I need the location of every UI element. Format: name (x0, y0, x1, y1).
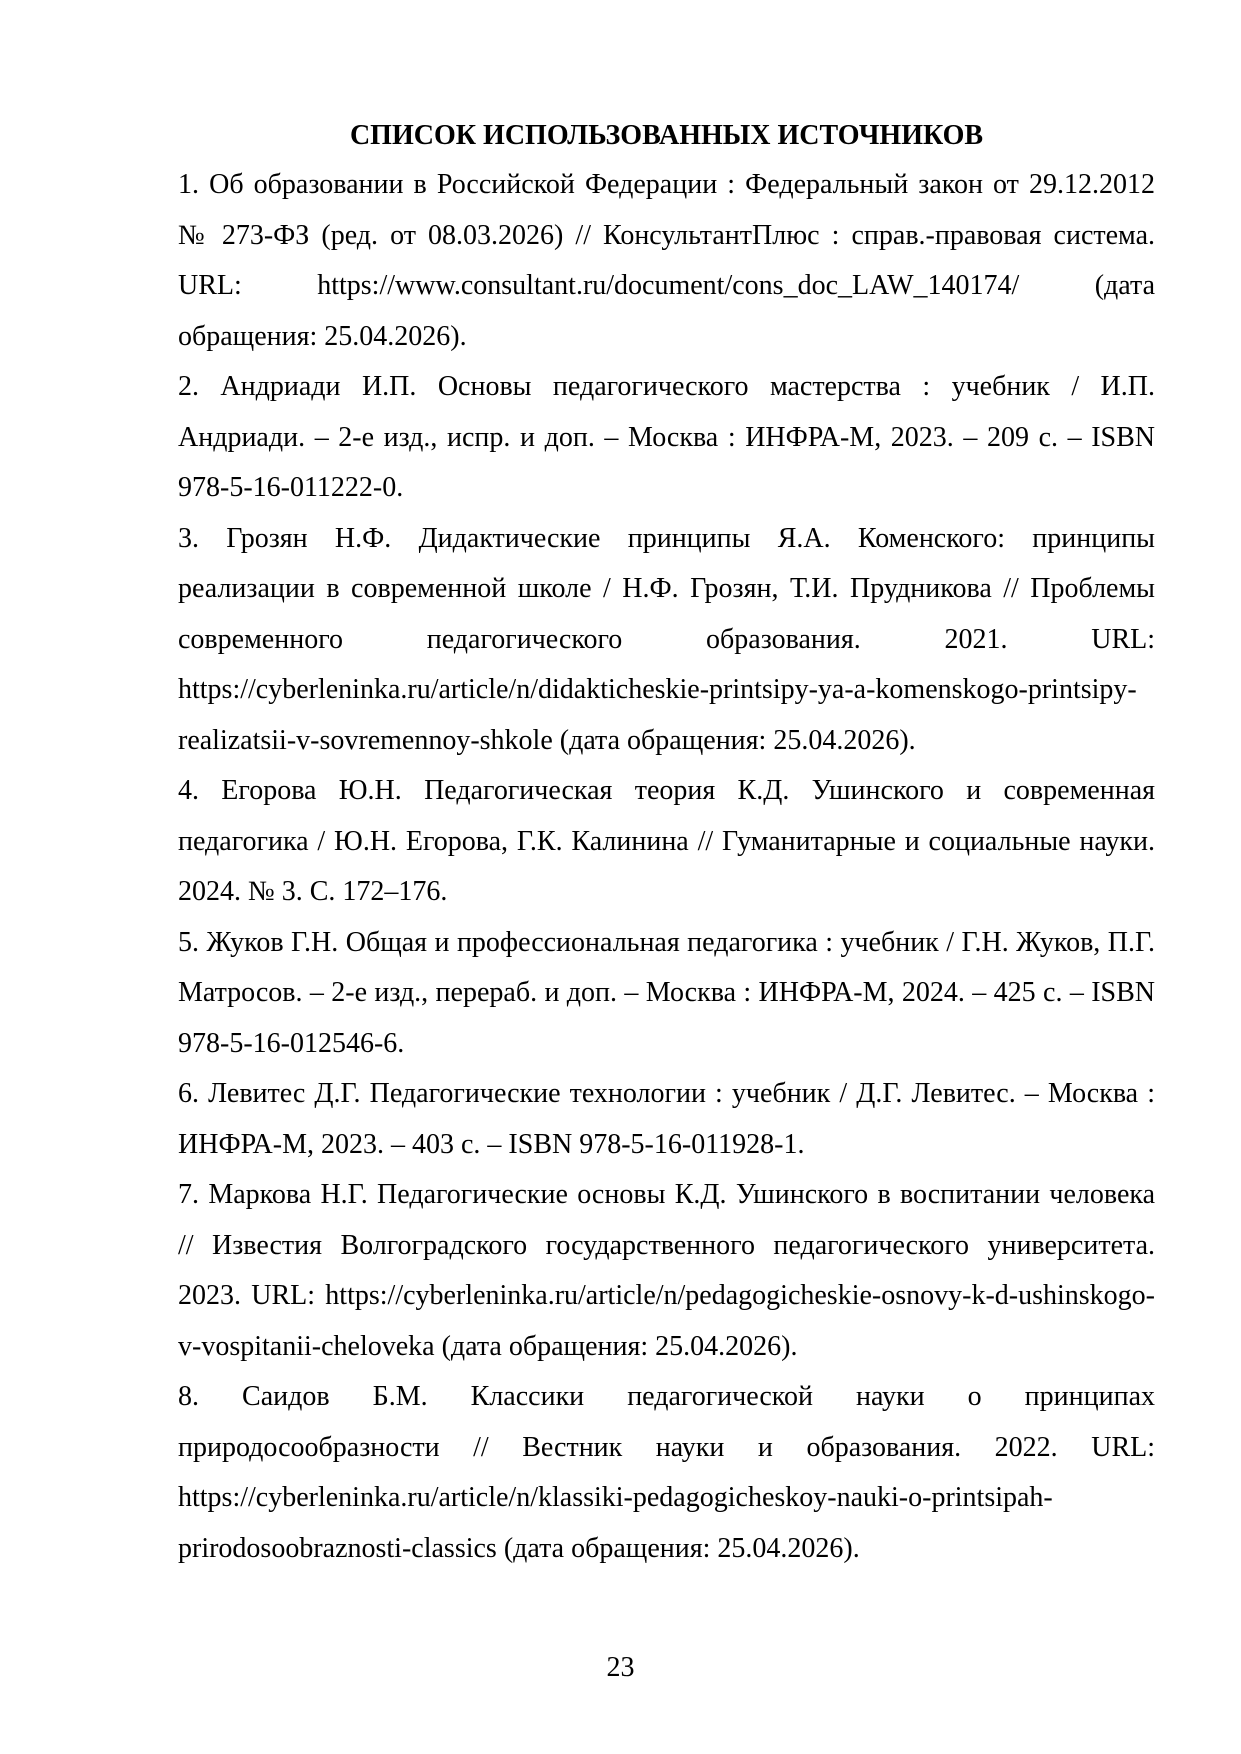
page-number: 23 (606, 1652, 635, 1683)
reference-item: 7. Маркова Н.Г. Педагогические основы К.Д. Ушинского в воспитании человека // Известия Волгоградского государственного педагогического университета. 2023. URL: https://cyberleninka.ru/article/n/pedagogicheskie-osnovy-k-d-ushinskogo-v-vospitanii-cheloveka (дата обращения: 25.04.2026). (178, 1179, 1155, 1362)
document-page (178, 112, 1155, 1574)
reference-item: 1. Об образовании в Российской Федерации : Федеральный закон от 29.12.2012 № 273-ФЗ (ред. от 08.03.2026) // КонсультантПлюс : справ.-правовая система. URL: https://www.consultant.ru/document/cons_doc_LAW_140174/ (дата обращения: 25.04.2026). (178, 169, 1155, 352)
reference-item: 3. Грозян Н.Ф. Дидактические принципы Я.А. Коменского: принципы реализации в современной школе / Н.Ф. Грозян, Т.И. Прудникова // Проблемы современного педагогического образования. 2021. URL: https://cyberleninka.ru/article/n/didakticheskie-printsipy-ya-a-komenskogo-printsipy-realizatsii-v-sovremennoy-shkole (дата обращения: 25.04.2026). (178, 522, 1155, 756)
reference-item: 2. Андриади И.П. Основы педагогического мастерства : учебник / И.П. Андриади. – 2-е изд., испр. и доп. – Москва : ИНФРА-М, 2023. – 209 с. – ISBN 978-5-16-011222-0. (178, 371, 1155, 503)
page-title: СПИСОК ИСПОЛЬЗОВАННЫХ ИСТОЧНИКОВ (349, 120, 984, 151)
reference-item: 6. Левитес Д.Г. Педагогические технологии : учебник / Д.Г. Левитес. – Москва : ИНФРА-М, 2023. – 403 с. – ISBN 978-5-16-011928-1. (178, 1078, 1155, 1160)
reference-item: 4. Егорова Ю.Н. Педагогическая теория К.Д. Ушинского и современная педагогика / Ю.Н. Егорова, Г.К. Калинина // Гуманитарные и социальные науки. 2024. № 3. С. 172–176. (178, 775, 1155, 907)
reference-item: 5. Жуков Г.Н. Общая и профессиональная педагогика : учебник / Г.Н. Жуков, П.Г. Матросов. – 2-е изд., перераб. и доп. – Москва : ИНФРА-М, 2024. – 425 с. – ISBN 978-5-16-012546-6. (178, 926, 1155, 1059)
reference-item: 8. Саидов Б.М. Классики педагогической науки о принципах природосообразности // Вестник науки и образования. 2022. URL: https://cyberleninka.ru/article/n/klassiki-pedagogicheskoy-nauki-o-printsipah-prirodosoobraznosti-classics (дата обращения: 25.04.2026). (178, 1381, 1155, 1564)
reference-list (178, 160, 1155, 1574)
